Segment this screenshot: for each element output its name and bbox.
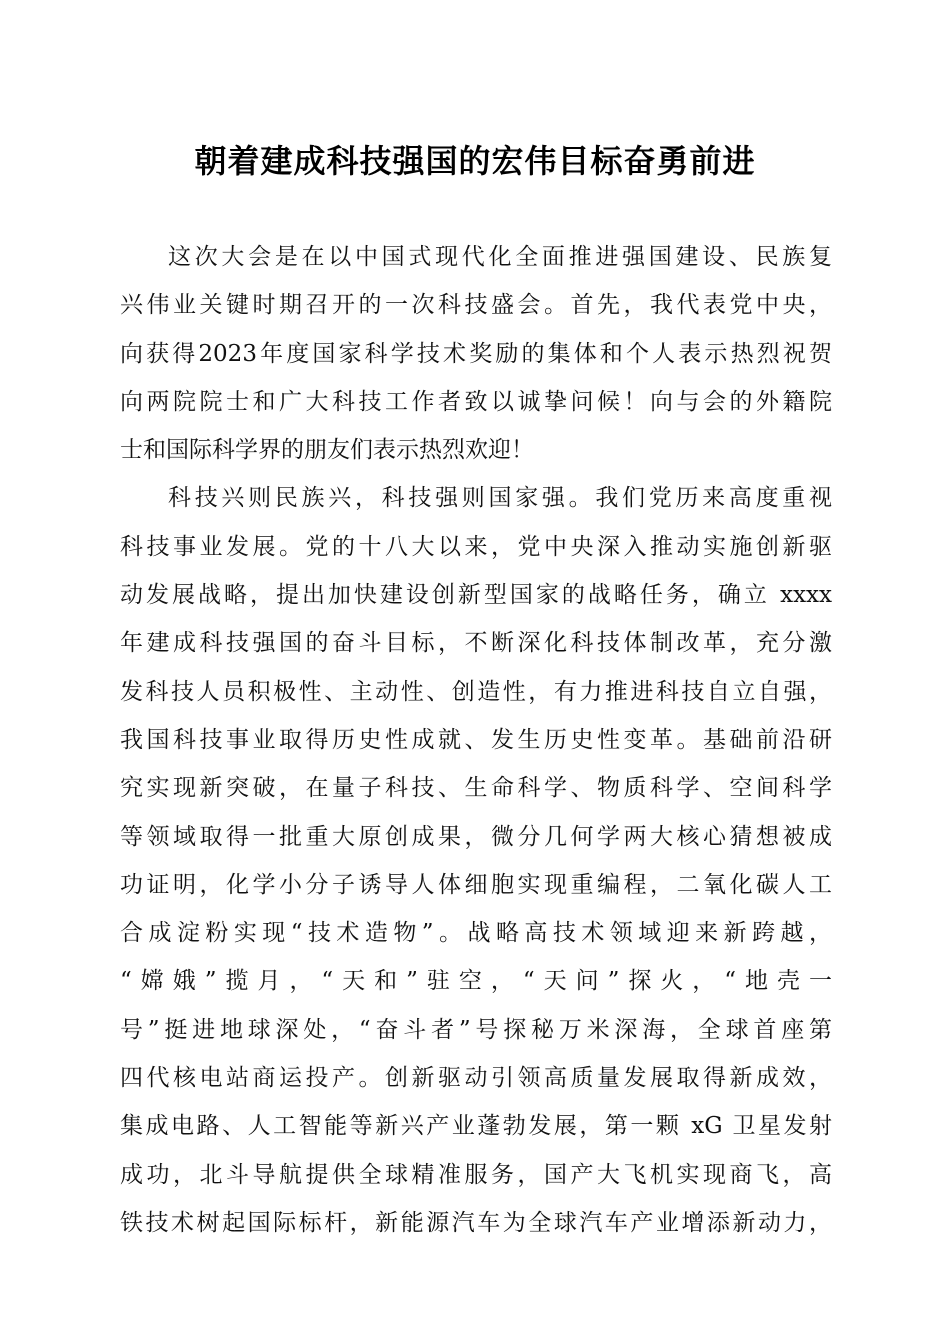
- paragraph-line: 合成淀粉实现“技术造物”。战略高技术领域迎来新跨越，: [120, 920, 832, 947]
- paragraph-line: 向获得2023年度国家科学技术奖励的集体和个人表示热烈祝贺: [120, 340, 832, 367]
- paragraph-line: 年建成科技强国的奋斗目标，不断深化科技体制改革，充分激: [120, 630, 832, 657]
- paragraph-1: [120, 233, 832, 474]
- paragraph-line: 这次大会是在以中国式现代化全面推进强国建设、民族复: [168, 244, 832, 270]
- document-title: 朝着建成科技强国的宏伟目标奋勇前进: [194, 142, 756, 180]
- paragraph-line: 功证明，化学小分子诱导人体细胞实现重编程，二氧化碳人工: [120, 871, 832, 898]
- paragraph-line: 兴伟业关键时期召开的一次科技盛会。首先，我代表党中央，: [120, 292, 832, 319]
- paragraph-line: 我国科技事业取得历史性成就、发生历史性变革。基础前沿研: [120, 726, 832, 753]
- paragraph-line: 成功，北斗导航提供全球精准服务，国产大飞机实现商飞，高: [120, 1161, 832, 1188]
- paragraph-line: 发科技人员积极性、主动性、创造性，有力推进科技自立自强，: [120, 678, 832, 705]
- document-body: [120, 233, 832, 1247]
- paragraph-line: 士和国际科学界的朋友们表示热烈欢迎！: [120, 437, 534, 464]
- paragraph-2: [120, 474, 832, 1247]
- paragraph-line: 动发展战略，提出加快建设创新型国家的战略任务，确立 xxxx: [120, 582, 832, 609]
- paragraph-line: 号”挺进地球深处，“奋斗者”号探秘万米深海，全球首座第: [120, 1016, 832, 1043]
- paragraph-line: 铁技术树起国际标杆，新能源汽车为全球汽车产业增添新动力，: [120, 1209, 832, 1236]
- paragraph-line: 科技兴则民族兴，科技强则国家强。我们党历来高度重视: [168, 485, 832, 512]
- paragraph-line: 究实现新突破，在量子科技、生命科学、物质科学、空间科学: [120, 775, 832, 802]
- paragraph-line: 科技事业发展。党的十八大以来，党中央深入推动实施创新驱: [120, 533, 832, 560]
- paragraph-line: “嫦娥”揽月，“天和”驻空，“天问”探火，“地壳一: [120, 968, 832, 995]
- paragraph-line: 向两院院士和广大科技工作者致以诚挚问候！向与会的外籍院: [120, 388, 832, 415]
- paragraph-line: 集成电路、人工智能等新兴产业蓬勃发展，第一颗 xG 卫星发射: [120, 1113, 832, 1140]
- paragraph-line: 等领域取得一批重大原创成果，微分几何学两大核心猜想被成: [120, 823, 832, 850]
- paragraph-line: 四代核电站商运投产。创新驱动引领高质量发展取得新成效，: [120, 1065, 832, 1092]
